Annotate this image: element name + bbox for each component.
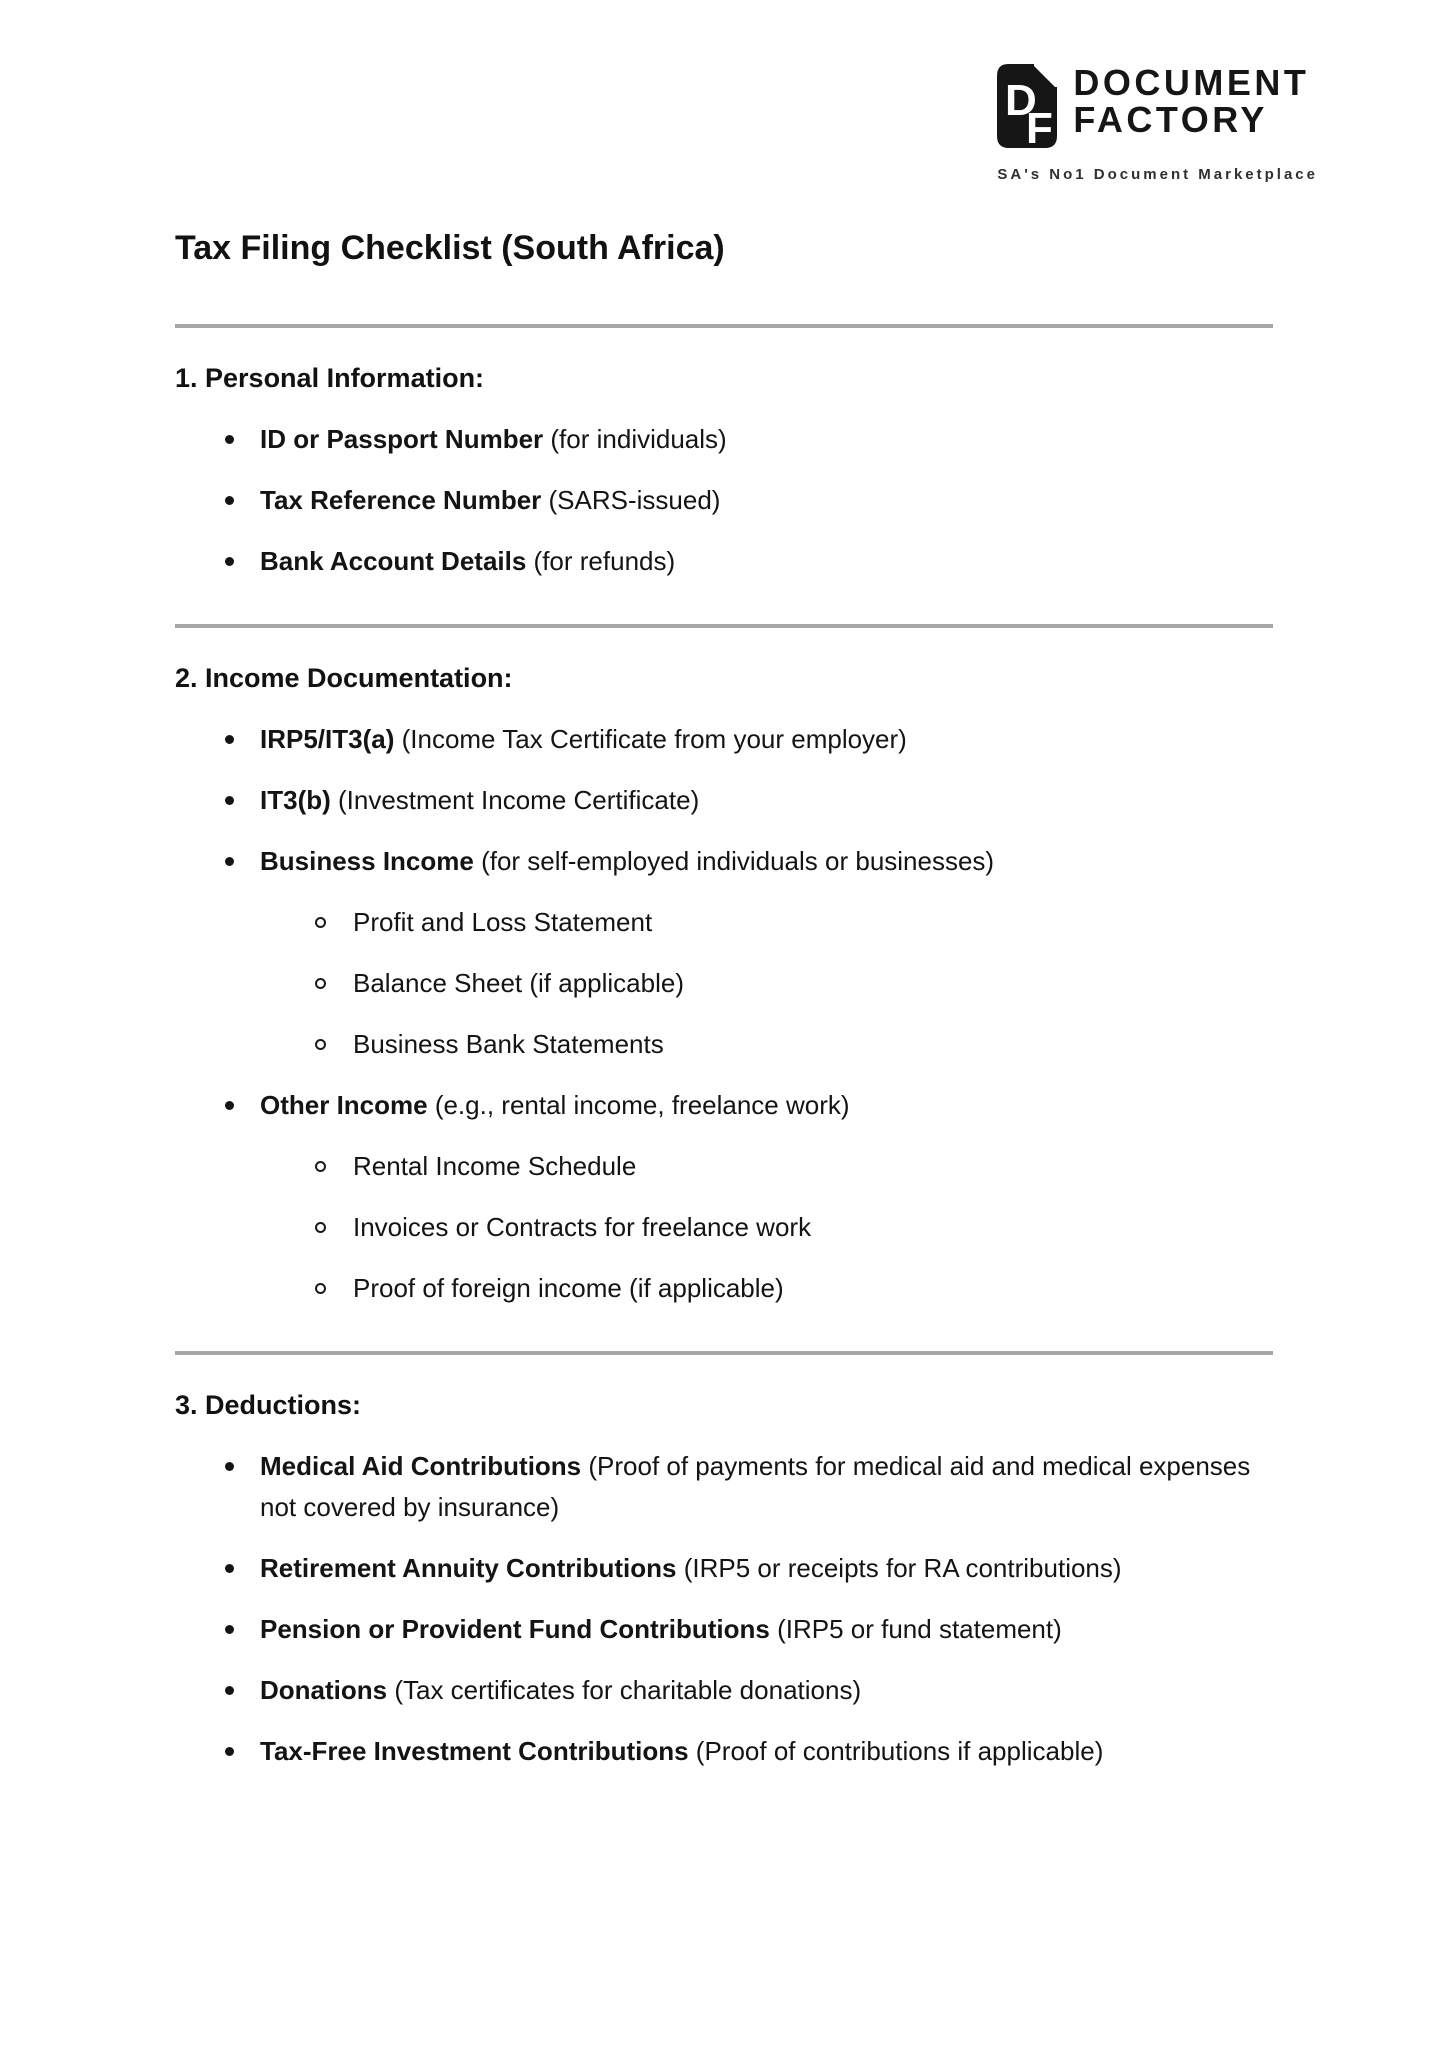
bullet-icon	[225, 735, 234, 744]
document-icon	[997, 64, 1057, 148]
item-term: Donations	[260, 1675, 388, 1705]
sub-checklist-item	[260, 1146, 1273, 1187]
bullet-icon	[225, 857, 234, 866]
checklist-item	[175, 780, 1273, 821]
item-desc: (for self-employed individuals or businesses)	[473, 846, 995, 876]
item-desc: (for refunds)	[526, 546, 676, 576]
item-term: IT3(b)	[260, 785, 331, 815]
item-term: IRP5/IT3(a)	[260, 724, 395, 754]
logo-letter-d: D	[1005, 76, 1038, 125]
sub-checklist-item	[260, 1024, 1273, 1065]
item-desc: (e.g., rental income, freelance work)	[427, 1090, 850, 1120]
logo-wordmark	[1073, 64, 1309, 138]
sub-checklist	[260, 902, 1273, 1065]
checklist-item	[175, 1085, 1273, 1309]
circle-bullet-icon	[315, 1161, 326, 1172]
item-desc: (Proof of contributions if applicable)	[688, 1736, 1104, 1766]
bullet-icon	[225, 1101, 234, 1110]
page-title: Tax Filing Checklist (South Africa)	[175, 229, 725, 267]
logo-tagline: SA's No1 Document Marketplace	[997, 166, 1318, 183]
item-term: Other Income	[260, 1090, 428, 1120]
sub-item-text: Rental Income Schedule	[353, 1151, 637, 1181]
checklist	[175, 719, 1273, 1309]
checklist-item	[175, 1731, 1273, 1772]
bullet-icon	[225, 1686, 234, 1695]
checklist-item	[175, 419, 1273, 460]
logo-wordmark-line2: FACTORY	[1073, 99, 1268, 140]
bullet-icon	[225, 1462, 234, 1471]
checklist-section	[175, 324, 1273, 582]
item-term: Bank Account Details	[260, 546, 527, 576]
item-term: Medical Aid Contributions	[260, 1451, 582, 1481]
circle-bullet-icon	[315, 1222, 326, 1233]
bullet-icon	[225, 557, 234, 566]
sub-checklist-item	[260, 1268, 1273, 1309]
checklist	[175, 1446, 1273, 1772]
circle-bullet-icon	[315, 1039, 326, 1050]
sub-checklist-item	[260, 1207, 1273, 1248]
section-divider	[175, 624, 1273, 628]
item-desc: (IRP5 or fund statement)	[769, 1614, 1062, 1644]
sub-item-text: Business Bank Statements	[353, 1029, 664, 1059]
sub-item-text: Proof of foreign income (if applicable)	[353, 1273, 784, 1303]
bullet-icon	[225, 1564, 234, 1573]
folded-corner-icon	[1034, 66, 1055, 87]
checklist-section	[175, 1351, 1273, 1772]
sub-checklist-item	[260, 963, 1273, 1004]
sub-checklist-item	[260, 902, 1273, 943]
bullet-icon	[225, 435, 234, 444]
section-heading: 1. Personal Information:	[175, 363, 485, 393]
item-desc: (Income Tax Certificate from your employer)	[394, 724, 907, 754]
checklist-item	[175, 1609, 1273, 1650]
logo-row	[997, 64, 1318, 148]
checklist	[175, 419, 1273, 582]
section-heading: 3. Deductions:	[175, 1390, 362, 1420]
section-divider	[175, 1351, 1273, 1355]
logo	[997, 64, 1318, 183]
item-term: Retirement Annuity Contributions	[260, 1553, 677, 1583]
item-desc: (Tax certificates for charitable donations)	[387, 1675, 862, 1705]
sub-item-text: Invoices or Contracts for freelance work	[353, 1212, 812, 1242]
item-term: Tax Reference Number	[260, 485, 542, 515]
item-desc: (SARS-issued)	[541, 485, 721, 515]
bullet-icon	[225, 796, 234, 805]
checklist-section	[175, 624, 1273, 1309]
document-body	[175, 324, 1273, 1772]
checklist-item	[175, 719, 1273, 760]
sub-item-text: Balance Sheet (if applicable)	[353, 968, 684, 998]
checklist-item	[175, 1548, 1273, 1589]
item-desc: (Investment Income Certificate)	[330, 785, 700, 815]
circle-bullet-icon	[315, 917, 326, 928]
item-desc: (Proof of payments for medical aid and medical expenses not covered by insurance)	[260, 1451, 1251, 1522]
item-term: Tax-Free Investment Contributions	[260, 1736, 689, 1766]
checklist-item	[175, 541, 1273, 582]
section-heading: 2. Income Documentation:	[175, 663, 513, 693]
checklist-item	[175, 1670, 1273, 1711]
item-term: Business Income	[260, 846, 474, 876]
logo-wordmark-line1: DOCUMENT	[1073, 62, 1310, 103]
sub-checklist	[260, 1146, 1273, 1309]
bullet-icon	[225, 496, 234, 505]
circle-bullet-icon	[315, 978, 326, 989]
checklist-item	[175, 480, 1273, 521]
bullet-icon	[225, 1747, 234, 1756]
item-desc: (IRP5 or receipts for RA contributions)	[676, 1553, 1122, 1583]
circle-bullet-icon	[315, 1283, 326, 1294]
item-term: Pension or Provident Fund Contributions	[260, 1614, 770, 1644]
checklist-item	[175, 1446, 1273, 1528]
sub-item-text: Profit and Loss Statement	[353, 907, 653, 937]
item-term: ID or Passport Number	[260, 424, 544, 454]
bullet-icon	[225, 1625, 234, 1634]
section-divider	[175, 324, 1273, 328]
item-desc: (for individuals)	[543, 424, 727, 454]
checklist-item	[175, 841, 1273, 1065]
logo-letter-f: F	[1026, 104, 1054, 148]
